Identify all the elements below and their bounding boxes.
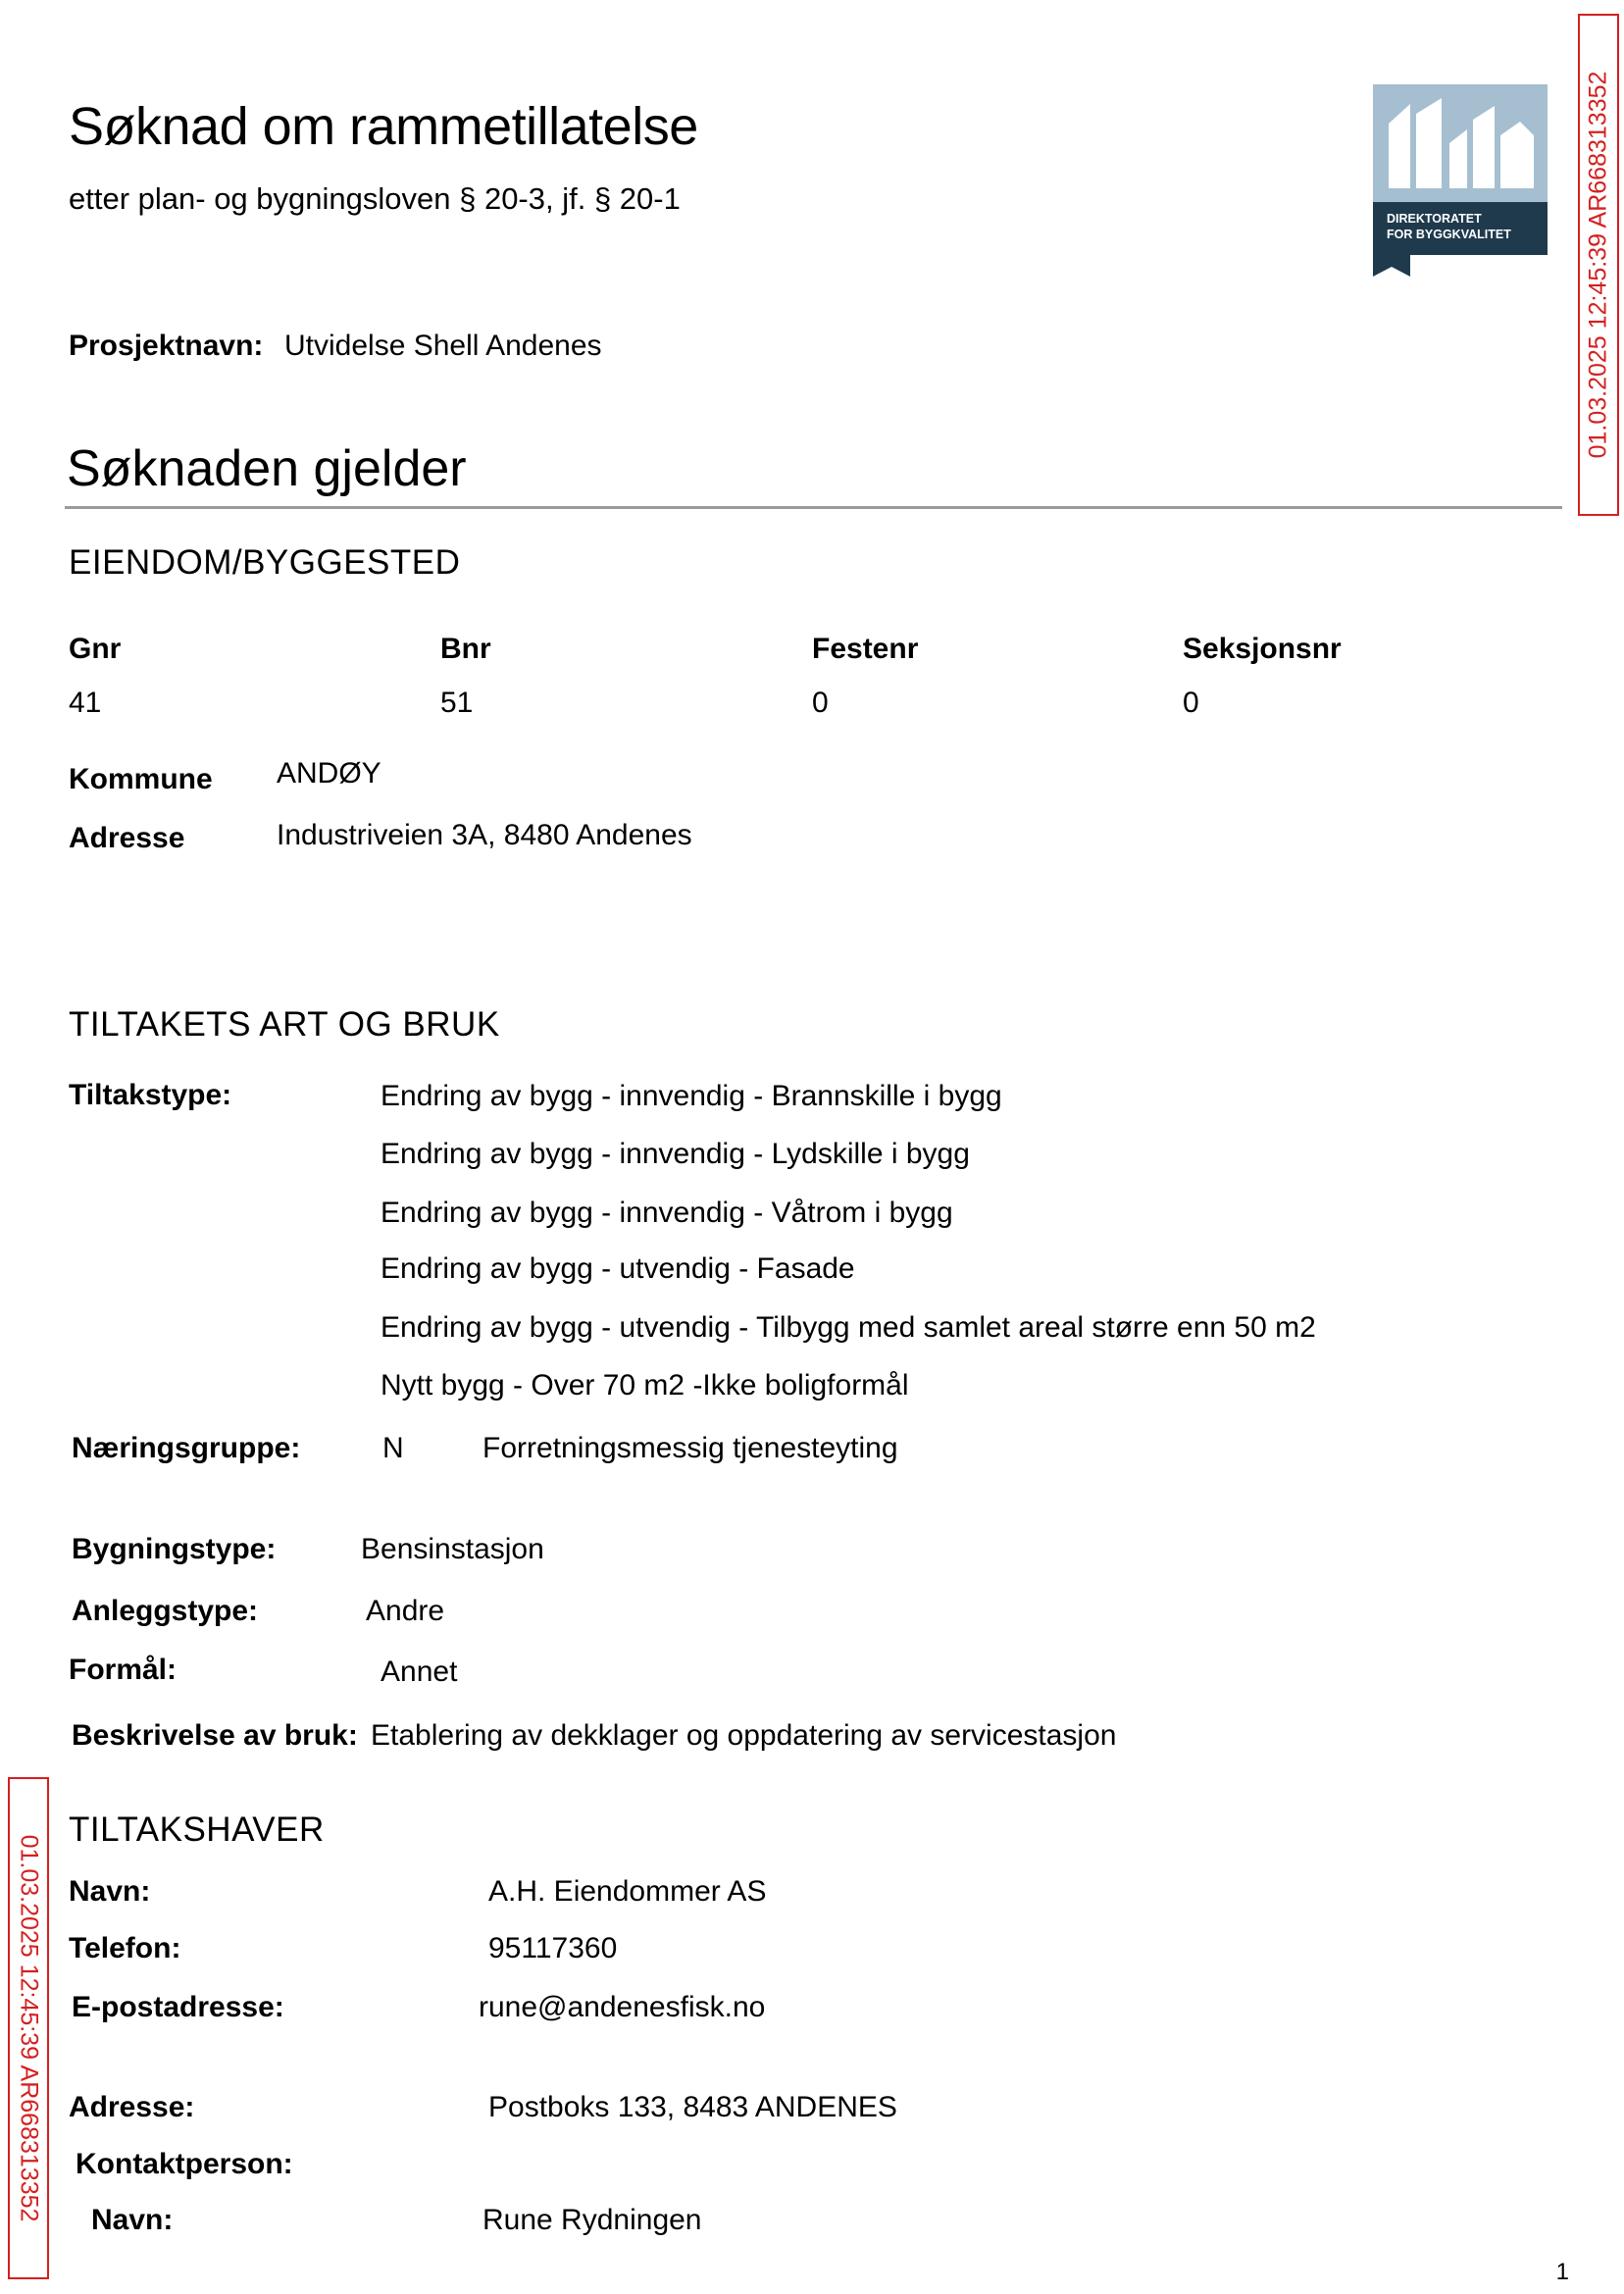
gnr-label: Gnr [69, 633, 122, 665]
gnr-value: 41 [69, 687, 102, 719]
naeringsgruppe-code: N [382, 1432, 404, 1464]
bnr-value: 51 [440, 687, 474, 719]
telefon-value: 95117360 [488, 1932, 618, 1964]
epost-value: rune@andenesfisk.no [479, 1991, 766, 2023]
anleggstype-value: Andre [366, 1595, 445, 1627]
stamp-left [8, 1777, 49, 2279]
kontaktperson-label: Kontaktperson: [76, 2148, 293, 2180]
naeringsgruppe-value: Forretningsmessig tjenesteyting [482, 1432, 898, 1464]
page-number: 1 [1555, 2259, 1569, 2285]
project-name-label: Prosjektnavn: [69, 330, 264, 362]
kontakt-navn-value: Rune Rydningen [482, 2204, 702, 2236]
formal-label: Formål: [69, 1654, 178, 1686]
stamp-text: 01.03.2025 12:45:39 AR668313352 [15, 1834, 43, 2222]
tiltakstype-item: Endring av bygg - utvendig - Tilbygg med samlet areal større enn 50 m2 [381, 1311, 1316, 1344]
document-title: Søknad om rammetillatelse [69, 97, 698, 156]
navn-value: A.H. Eiendommer AS [488, 1875, 767, 1908]
beskrivelse-value: Etablering av dekklager og oppdatering av servicestasjon [371, 1719, 1117, 1752]
section-title: Søknaden gjelder [67, 440, 467, 497]
navn-label: Navn: [69, 1875, 151, 1908]
anleggstype-label: Anleggstype: [72, 1595, 259, 1627]
dibk-logo [1373, 84, 1548, 277]
tiltakstype-item: Endring av bygg - innvendig - Våtrom i bygg [381, 1197, 953, 1229]
kommune-value: ANDØY [277, 757, 381, 790]
formal-value: Annet [381, 1656, 458, 1688]
tiltakshaver-adresse-value: Postboks 133, 8483 ANDENES [488, 2091, 897, 2123]
adresse-label: Adresse [69, 822, 185, 854]
property-heading: EIENDOM/BYGGESTED [69, 543, 461, 582]
kontakt-navn-label: Navn: [91, 2204, 174, 2236]
stamp-top-right [1578, 14, 1619, 516]
tiltakshaver-adresse-label: Adresse: [69, 2091, 195, 2123]
kommune-label: Kommune [69, 763, 213, 795]
adresse-value: Industriveien 3A, 8480 Andenes [277, 819, 692, 851]
logo-line-2: FOR BYGGKVALITET [1387, 228, 1511, 241]
telefon-label: Telefon: [69, 1932, 181, 1964]
stamp-text: 01.03.2025 12:45:39 AR668313352 [1584, 71, 1612, 459]
tiltakstype-item: Endring av bygg - utvendig - Fasade [381, 1252, 855, 1285]
festenr-value: 0 [812, 687, 829, 719]
document-subtitle: etter plan- og bygningsloven § 20-3, jf. § 20-1 [69, 181, 681, 216]
festenr-label: Festenr [812, 633, 919, 665]
bygningstype-value: Bensinstasjon [361, 1533, 544, 1565]
section-divider [65, 506, 1562, 509]
tiltak-heading: TILTAKETS ART OG BRUK [69, 1005, 500, 1044]
project-name-value: Utvidelse Shell Andenes [284, 330, 602, 362]
tiltakstype-label: Tiltakstype: [69, 1079, 232, 1111]
beskrivelse-label: Beskrivelse av bruk: [72, 1719, 358, 1752]
tiltakstype-item: Nytt bygg - Over 70 m2 -Ikke boligformål [381, 1369, 909, 1402]
tiltakshaver-heading: TILTAKSHAVER [69, 1810, 325, 1849]
bnr-label: Bnr [440, 633, 491, 665]
epost-label: E-postadresse: [72, 1991, 284, 2023]
seksjonsnr-value: 0 [1183, 687, 1199, 719]
logo-line-1: DIREKTORATET [1387, 212, 1482, 226]
tiltakstype-item: Endring av bygg - innvendig - Brannskille i bygg [381, 1080, 1002, 1112]
bygningstype-label: Bygningstype: [72, 1533, 277, 1565]
tiltakstype-item: Endring av bygg - innvendig - Lydskille i bygg [381, 1138, 970, 1170]
seksjonsnr-label: Seksjonsnr [1183, 633, 1342, 665]
naeringsgruppe-label: Næringsgruppe: [72, 1432, 301, 1464]
